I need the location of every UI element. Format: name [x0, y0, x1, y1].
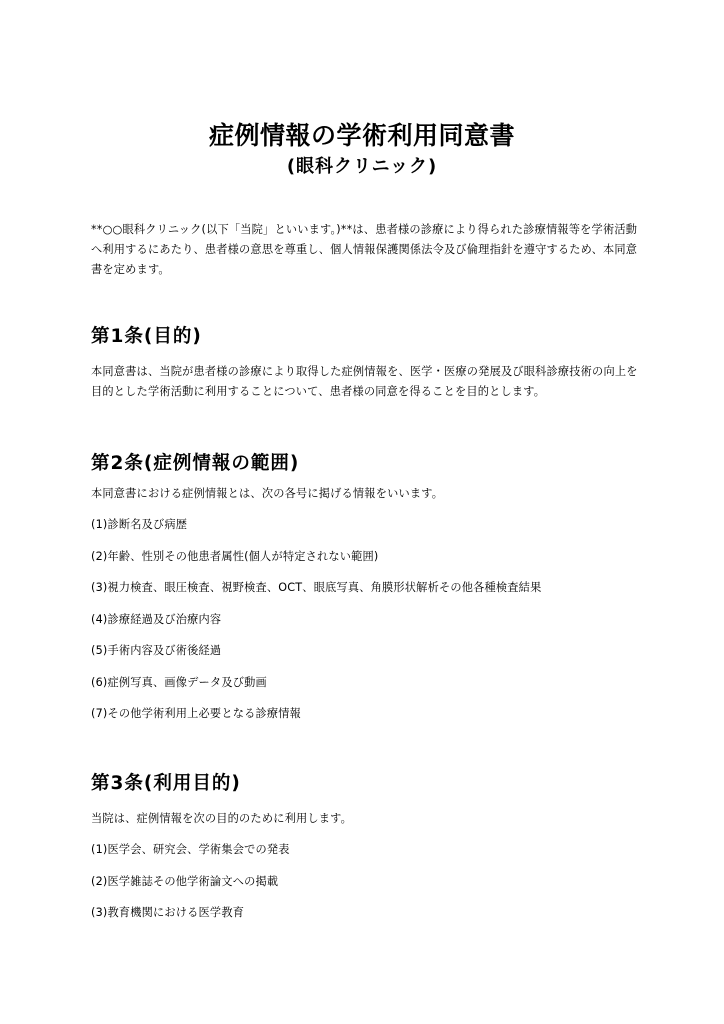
article1-heading: 第1条(目的): [91, 326, 202, 347]
article2-item: (1)診断名及び病歴: [91, 518, 188, 531]
article2-heading: 第2条(症例情報の範囲): [91, 453, 300, 474]
article2-item: (3)視力検査、眼圧検査、視野検査、OCT、眼底写真、角膜形状解析その他各種検査結果: [91, 581, 542, 594]
article2-item: (2)年齢、性別その他患者属性(個人が特定されない範囲): [91, 550, 379, 563]
article1-body: 本同意書は、当院が患者様の診療により取得した症例情報を、医学・医療の発展及び眼科診療技術の向上を目的とした学術活動に利用することについて、患者様の同意を得ることを目的とします。: [91, 365, 638, 398]
article2-item: (6)症例写真、画像データ及び動画: [91, 676, 267, 689]
article3-heading: 第3条(利用目的): [91, 773, 241, 794]
article2-item: (5)手術内容及び術後経過: [91, 644, 222, 657]
article3-item: (2)医学雑誌その他学術論文への掲載: [91, 875, 279, 888]
article2-body: 本同意書における症例情報とは、次の各号に掲げる情報をいいます。: [91, 487, 444, 500]
document-subtitle: (眼科クリニック): [286, 156, 438, 177]
document-title: 症例情報の学術利用同意書: [208, 121, 515, 150]
article3-item: (1)医学会、研究会、学術集会での発表: [91, 843, 290, 856]
article2-item: (7)その他学術利用上必要となる診療情報: [91, 707, 302, 720]
intro-paragraph: **○○眼科クリニック(以下「当院」といいます。)**は、患者様の診療により得られた診療情報等を学術活動へ利用するにあたり、患者様の意思を尊重し、個人情報保護関係法令及び倫理指針を遵守するため、本同意書を定めます。: [91, 223, 638, 276]
article3-body: 当院は、症例情報を次の目的のために利用します。: [91, 812, 353, 825]
article2-item: (4)診療経過及び治療内容: [91, 613, 222, 626]
article3-item: (3)教育機関における医学教育: [91, 906, 245, 919]
